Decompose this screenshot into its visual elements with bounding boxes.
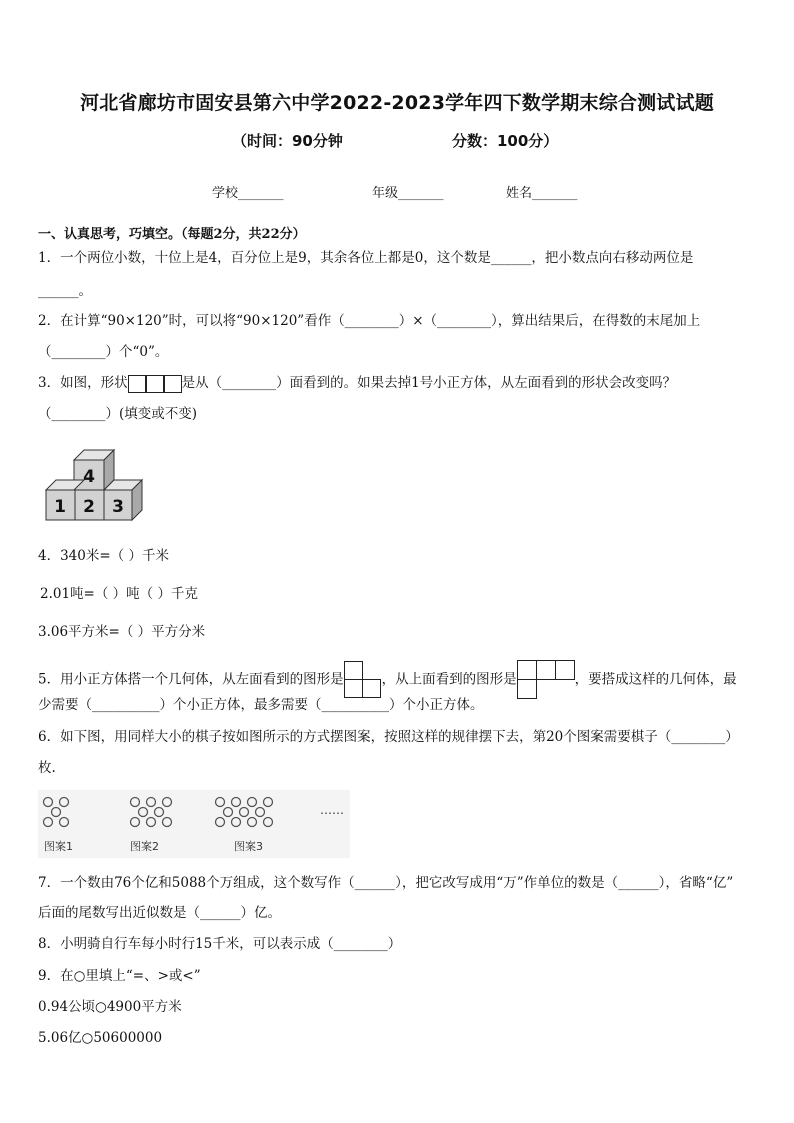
question-5-text-c: ，要搭成这样的几何体，最: [574, 671, 737, 688]
three-square-row-figure: [128, 375, 182, 393]
pattern-label-1: 图案1: [44, 840, 73, 853]
pattern-label-3: 图案3: [234, 840, 263, 853]
pattern-label-2: 图案2: [130, 840, 159, 853]
pattern-continuation: ……: [320, 803, 344, 817]
question-8: 8．小明骑自行车每小时行15千米，可以表示成（________）: [38, 936, 402, 952]
question-1-line-1: 1．一个两位小数，十位上是4，百分位上是9，其余各位上都是0，这个数是______，把小数点向右移动两位是: [38, 250, 694, 266]
question-9-line-3: 5.06亿○50600000: [38, 1030, 163, 1046]
question-4-line-2: 2.01吨=（ ）吨（ ）千克: [40, 586, 198, 602]
question-1-line-2: ______。: [38, 283, 92, 299]
name-field: 姓名_______: [506, 186, 578, 201]
question-6-line-1: 6．如下图，用同样大小的棋子按如图所示的方式摆图案，按照这样的规律摆下去，第20个图案需要棋子（________）: [38, 729, 739, 745]
question-3-line-1: [38, 373, 676, 393]
question-3-text-b: 是从（________）面看到的。如果去掉1号小正方体，从左面看到的形状会改变吗？: [181, 375, 677, 391]
page-title: 河北省廊坊市固安县第六中学2022-2023学年四下数学期末综合测试试题: [80, 92, 714, 114]
question-9-line-1: 9．在○里填上“=、>或<”: [38, 968, 201, 984]
cube-label-2: 2: [83, 497, 95, 517]
school-field: 学校_______: [212, 186, 284, 201]
question-4-line-3: 3.06平方米=（ ）平方分米: [38, 624, 206, 640]
question-3-line-2: （________）(填变或不变): [38, 406, 198, 422]
question-2-line-2: （________）个“0”。: [38, 344, 169, 360]
grade-field: 年级_______: [372, 186, 444, 201]
cube-label-1: 1: [54, 497, 66, 517]
question-7-line-1: 7．一个数由76个亿和5088个万组成，这个数写作（______），把它改写成用“万”作单位的数是（______），省略“亿”: [38, 875, 734, 891]
question-5-text-a: 5．用小正方体搭一个几何体，从左面看到的图形是: [38, 671, 344, 688]
top-view-figure: [517, 660, 575, 700]
cube-figure: [44, 448, 148, 522]
exam-time: （时间：90分钟: [232, 132, 343, 150]
question-5-text-b: ，从上面看到的图形是: [381, 671, 517, 688]
question-6-line-2: 枚.: [38, 760, 56, 776]
cube-label-3: 3: [112, 497, 124, 517]
section-heading: 一、认真思考，巧填空。（每题2分，共22分）: [38, 227, 306, 242]
question-4-line-1: 4．340米=（ ）千米: [38, 548, 169, 564]
question-7-line-2: 后面的尾数写出近似数是（______）亿。: [38, 905, 281, 921]
question-5-line-2: 少需要（__________）个小正方体，最多需要（__________）个小正方体。: [38, 697, 484, 713]
question-2-line-1: 2．在计算“90×120”时，可以将“90×120”看作（________）×（________），算出结果后，在得数的末尾加上: [38, 313, 701, 329]
question-9-line-2: 0.94公顷○4900平方米: [38, 999, 182, 1015]
left-view-figure: [344, 661, 382, 699]
question-5-line-1: [38, 660, 737, 700]
exam-score: 分数：100分）: [452, 132, 559, 150]
pattern-figure: [38, 790, 350, 860]
question-3-text-a: 3．如图，形状: [38, 375, 128, 391]
cube-label-4: 4: [83, 467, 95, 487]
